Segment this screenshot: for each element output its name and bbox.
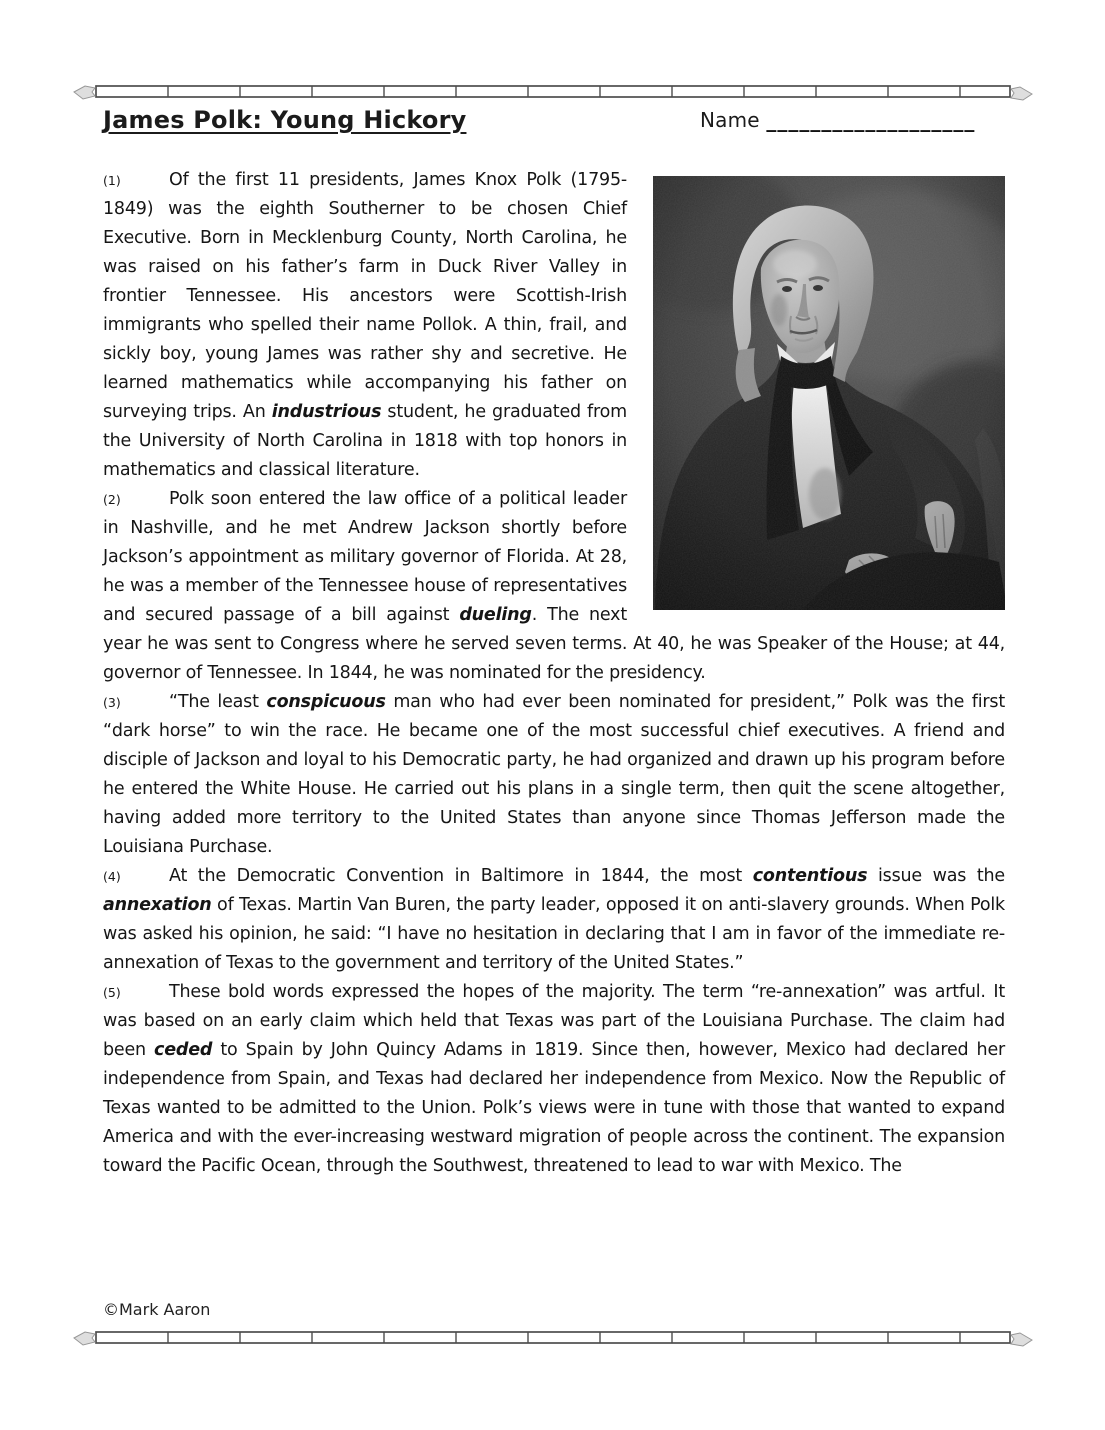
name-label: Name [700,108,760,132]
paragraph-text: “The least [169,692,267,712]
tape-end-cap-left [74,1332,95,1345]
polk-portrait-image [653,176,1005,610]
paragraph-text: Of the first 11 presidents, James Knox Polk (1795-1849) was the eighth Southerner to be chosen Chief Executive. Born in Mecklenburg County, North Carolina, he was raised on his father’s farm in Duck River Valley in frontier Tennessee. His ancestors were Scottish-Irish immigrants who spelled their name Pollok. A thin, frail, and sickly boy, young James was rather shy and secretive. He learned mathematics while accompanying his father on surveying trips. An [103,170,627,422]
paragraph-text: man who had ever been nominated for president,” Polk was the first “dark horse” to win the race. He became one of the most successful chief executives. A friend and disciple of Jackson and loyal to his Democratic party, he had organized and drawn up his program before he entered the White House. He carried out his plans in a single term, then quit the scene altogether, having added more territory to the United States than anyone since Thomas Jefferson made the Louisiana Purchase. [103,692,1005,857]
vocab-term: dueling [459,605,532,625]
vocab-term: annexation [103,895,212,915]
page-title: James Polk: Young Hickory [103,106,467,134]
paragraph [103,862,1005,978]
tape-end-cap-right [1011,87,1032,100]
paragraph-number: (4) [103,869,121,884]
paragraph-text: At the Democratic Convention in Baltimore in 1844, the most [169,866,753,886]
paragraph-text: student, he graduated from the University of North Carolina in 1818 with top honors in mathematics and classical literature. [103,402,627,480]
copyright-credit: ©Mark Aaron [103,1300,211,1319]
paragraph-text: . The next year he was sent to Congress where he served seven terms. At 40, he was Speaker of the House; at 44, governor of Tennessee. In 1844, he was nominated for the presidency. [103,605,1005,683]
paragraph-text: These bold words expressed the hopes of the majority. The term “re-annexation” was artful. It was based on an early claim which held that Texas was part of the Louisiana Purchase. The claim had been [103,982,1005,1060]
decorative-tape-border-bottom [72,1328,1034,1348]
paragraph-number: (1) [103,173,121,188]
paragraph-number: (3) [103,695,121,710]
name-field [700,108,975,132]
paragraph-text: issue was the [867,866,1005,886]
paragraph [103,978,1005,1181]
paragraph-number: (5) [103,985,121,1000]
vocab-term: contentious [752,866,868,886]
tape-border-graphic [72,82,1034,102]
vocab-term: ceded [154,1040,213,1060]
tape-border-graphic [72,1328,1034,1348]
article-text [103,166,1005,1181]
paragraph-text: to Spain by John Quincy Adams in 1819. Since then, however, Mexico had declared her independence from Spain, and Texas had declared her independence from Mexico. Now the Republic of Texas wanted to be admitted to the Union. Polk’s views were in tune with those that wanted to expand America and with the ever-increasing westward migration of people across the continent. The expansion toward the Pacific Ocean, through the Southwest, threatened to lead to war with Mexico. The [103,1040,1005,1176]
paragraph-text: of Texas. Martin Van Buren, the party leader, opposed it on anti-slavery grounds. When Polk was asked his opinion, he said: “I have no hesitation in declaring that I am in favor of the immediate re-annexation of Texas to the government and territory of the United States.” [103,895,1005,973]
paragraph-text: Polk soon entered the law office of a political leader in Nashville, and he met Andrew Jackson shortly before Jackson’s appointment as military governor of Florida. At 28, he was a member of the Tennessee house of representatives and secured passage of a bill against [103,489,627,625]
vocab-term: industrious [271,402,382,422]
paragraph [103,688,1005,862]
name-blank-line: ___________________ [766,108,976,132]
decorative-tape-border-top [72,82,1034,102]
vocab-term: conspicuous [266,692,386,712]
polk-portrait [653,176,1005,610]
paragraph-number: (2) [103,492,121,507]
tape-end-cap-left [74,86,95,99]
tape-end-cap-right [1011,1333,1032,1346]
